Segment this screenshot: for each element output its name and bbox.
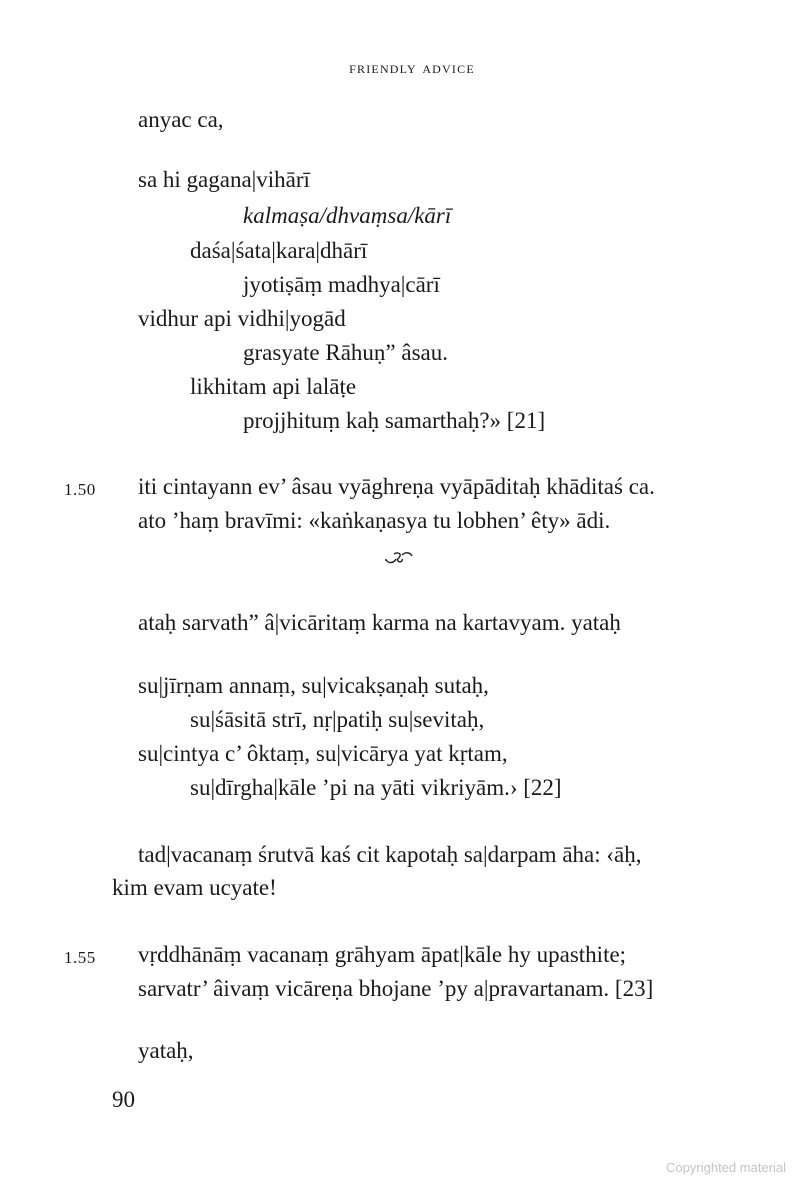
paragraph-number: 1.50 — [64, 480, 96, 499]
prose-line: tad|vacanaṃ śrutvā kaś cit kapotaḥ sa|darpam āha: ‹āḥ, — [138, 842, 642, 867]
verse-line: su|jīrṇam annaṃ, su|vicakṣaṇaḥ sutaḥ, — [138, 673, 489, 698]
verse-line: sarvatr’ âivaṃ vicāreṇa bhojane ’py a|pravartanam. [23] — [138, 976, 654, 1001]
verse-line: vṛddhānāṃ vacanaṃ grāhyam āpat|kāle hy upasthite; — [138, 942, 627, 967]
running-head: friendly advice — [349, 58, 475, 77]
intro-line: anyac ca, — [138, 107, 224, 132]
prose-line: ataḥ sarvath” â|vicāritaṃ karma na kartavyam. yataḥ — [138, 610, 621, 635]
verse-line: sa hi gagana|vihārī — [138, 167, 310, 192]
outro-line: yataḥ, — [138, 1038, 194, 1063]
verse-line: su|dīrgha|kāle ’pi na yāti vikriyām.› [22] — [190, 775, 562, 800]
prose-line: iti cintayann ev’ âsau vyāghreṇa vyāpāditaḥ khāditaś ca. — [138, 474, 655, 499]
verse-line: kalmaṣa/dhvaṃsa/kārī — [243, 203, 452, 228]
paragraph-number: 1.55 — [64, 948, 96, 967]
verse-line: daśa|śata|kara|dhārī — [190, 238, 368, 263]
page-number: 90 — [112, 1087, 135, 1112]
verse-line: grasyate Rāhuṇ” âsau. — [243, 340, 449, 365]
verse-line: su|śāsitā strī, nṛ|patiḥ su|sevitaḥ, — [190, 707, 485, 732]
copyright-watermark: Copyrighted material — [666, 1160, 786, 1175]
verse-line: projjhituṃ kaḥ samarthaḥ?» [21] — [243, 408, 546, 433]
verse-line: jyotiṣāṃ madhya|cārī — [243, 272, 440, 297]
verse-line: vidhur api vidhi|yogād — [138, 306, 346, 331]
verse-line: su|cintya c’ ôktaṃ, su|vicārya yat kṛtam, — [138, 741, 508, 766]
ornament-icon — [380, 546, 420, 568]
prose-line: ato ’haṃ bravīmi: «kaṅkaṇasya tu lobhen’ êty» ādi. — [138, 508, 611, 533]
prose-line: kim evam ucyate! — [112, 875, 277, 900]
verse-line: likhitam api lalāṭe — [190, 374, 357, 399]
